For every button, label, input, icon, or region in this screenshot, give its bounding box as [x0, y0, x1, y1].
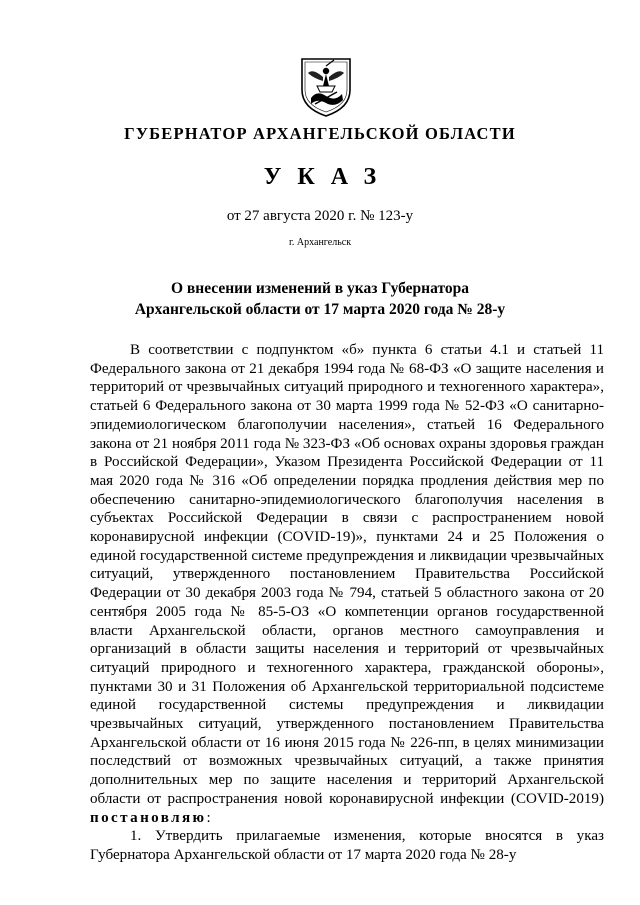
- preamble-paragraph: [90, 341, 604, 827]
- title-line-1: О внесении изменений в указ Губернатора: [171, 280, 469, 297]
- document-type: УКАЗ: [263, 164, 393, 190]
- preamble-text: В соответствии с подпунктом «б» пункта 6 статьи 4.1 и статьей 11 Федерального закона от 21 декабря 1994 года № 68-ФЗ «О защите населения и территорий от чрезвычайных ситуаций природного и техногенного характера», статьей 6 Федерального закона от 30 марта 1999 года № 52-ФЗ «О санитарно-эпидемиологическом благополучии населения», статьей 16 Федерального закона от 21 ноября 2011 года № 323-ФЗ «Об основах охраны здоровья граждан в Российской Федерации», Указом Президента Российской Федерации от 11 мая 2020 года № 316 «Об определении порядка продления действия мер по обеспечению санитарно-эпидемиологического благополучия населения в субъектах Российской Федерации в связи с распространением новой коронавирусной инфекции (COVID-19)», пунктами 24 и 25 Положения о единой государственной системе предупреждения и ликвидации чрезвычайных ситуаций, утвержденного постановлением Правительства Российской Федерации от 30 декабря 2003 года № 794, статьей 5 областного закона от 20 сентября 2005 года № 85-5-ОЗ «О компетенции органов государственной власти Архангельской области, органов местного самоуправления и организаций в области защиты населения и территорий от чрезвычайных ситуаций природного и техногенного характера, гражданской обороны», пунктами 30 и 31 Положения об Архангельской территориальной подсистеме единой государственной системы предупреждения и ликвидации чрезвычайных ситуаций, утвержденного постановлением Правительства Архангельской области от 16 июня 2015 года № 226-пп, в целях минимизации последствий от возможных чрезвычайных ситуаций, а также принятия дополнительных мер по защите населения и территорий Архангельской области от распространения новой коронавирусной инфекции (COVID-2019): [90, 342, 604, 807]
- document-place: г. Архангельск: [288, 237, 352, 248]
- title-line-2: Архангельской области от 17 марта 2020 года № 28-у: [134, 301, 506, 318]
- resolve-colon: :: [206, 809, 211, 826]
- document-date-number: от 27 августа 2020 г. № 123-у: [226, 208, 414, 224]
- document-body: [90, 341, 604, 865]
- document-title: [0, 278, 640, 320]
- clause-1-paragraph: 1. Утвердить прилагаемые изменения, которые вносятся в указ Губернатора Архангельской области от 17 марта 2020 года № 28-у: [90, 828, 604, 863]
- arkhangelsk-coat-of-arms-icon: [299, 56, 353, 118]
- issuing-authority: ГУБЕРНАТОР АРХАНГЕЛЬСКОЙ ОБЛАСТИ: [124, 124, 516, 143]
- resolve-word: постановляю: [90, 809, 207, 826]
